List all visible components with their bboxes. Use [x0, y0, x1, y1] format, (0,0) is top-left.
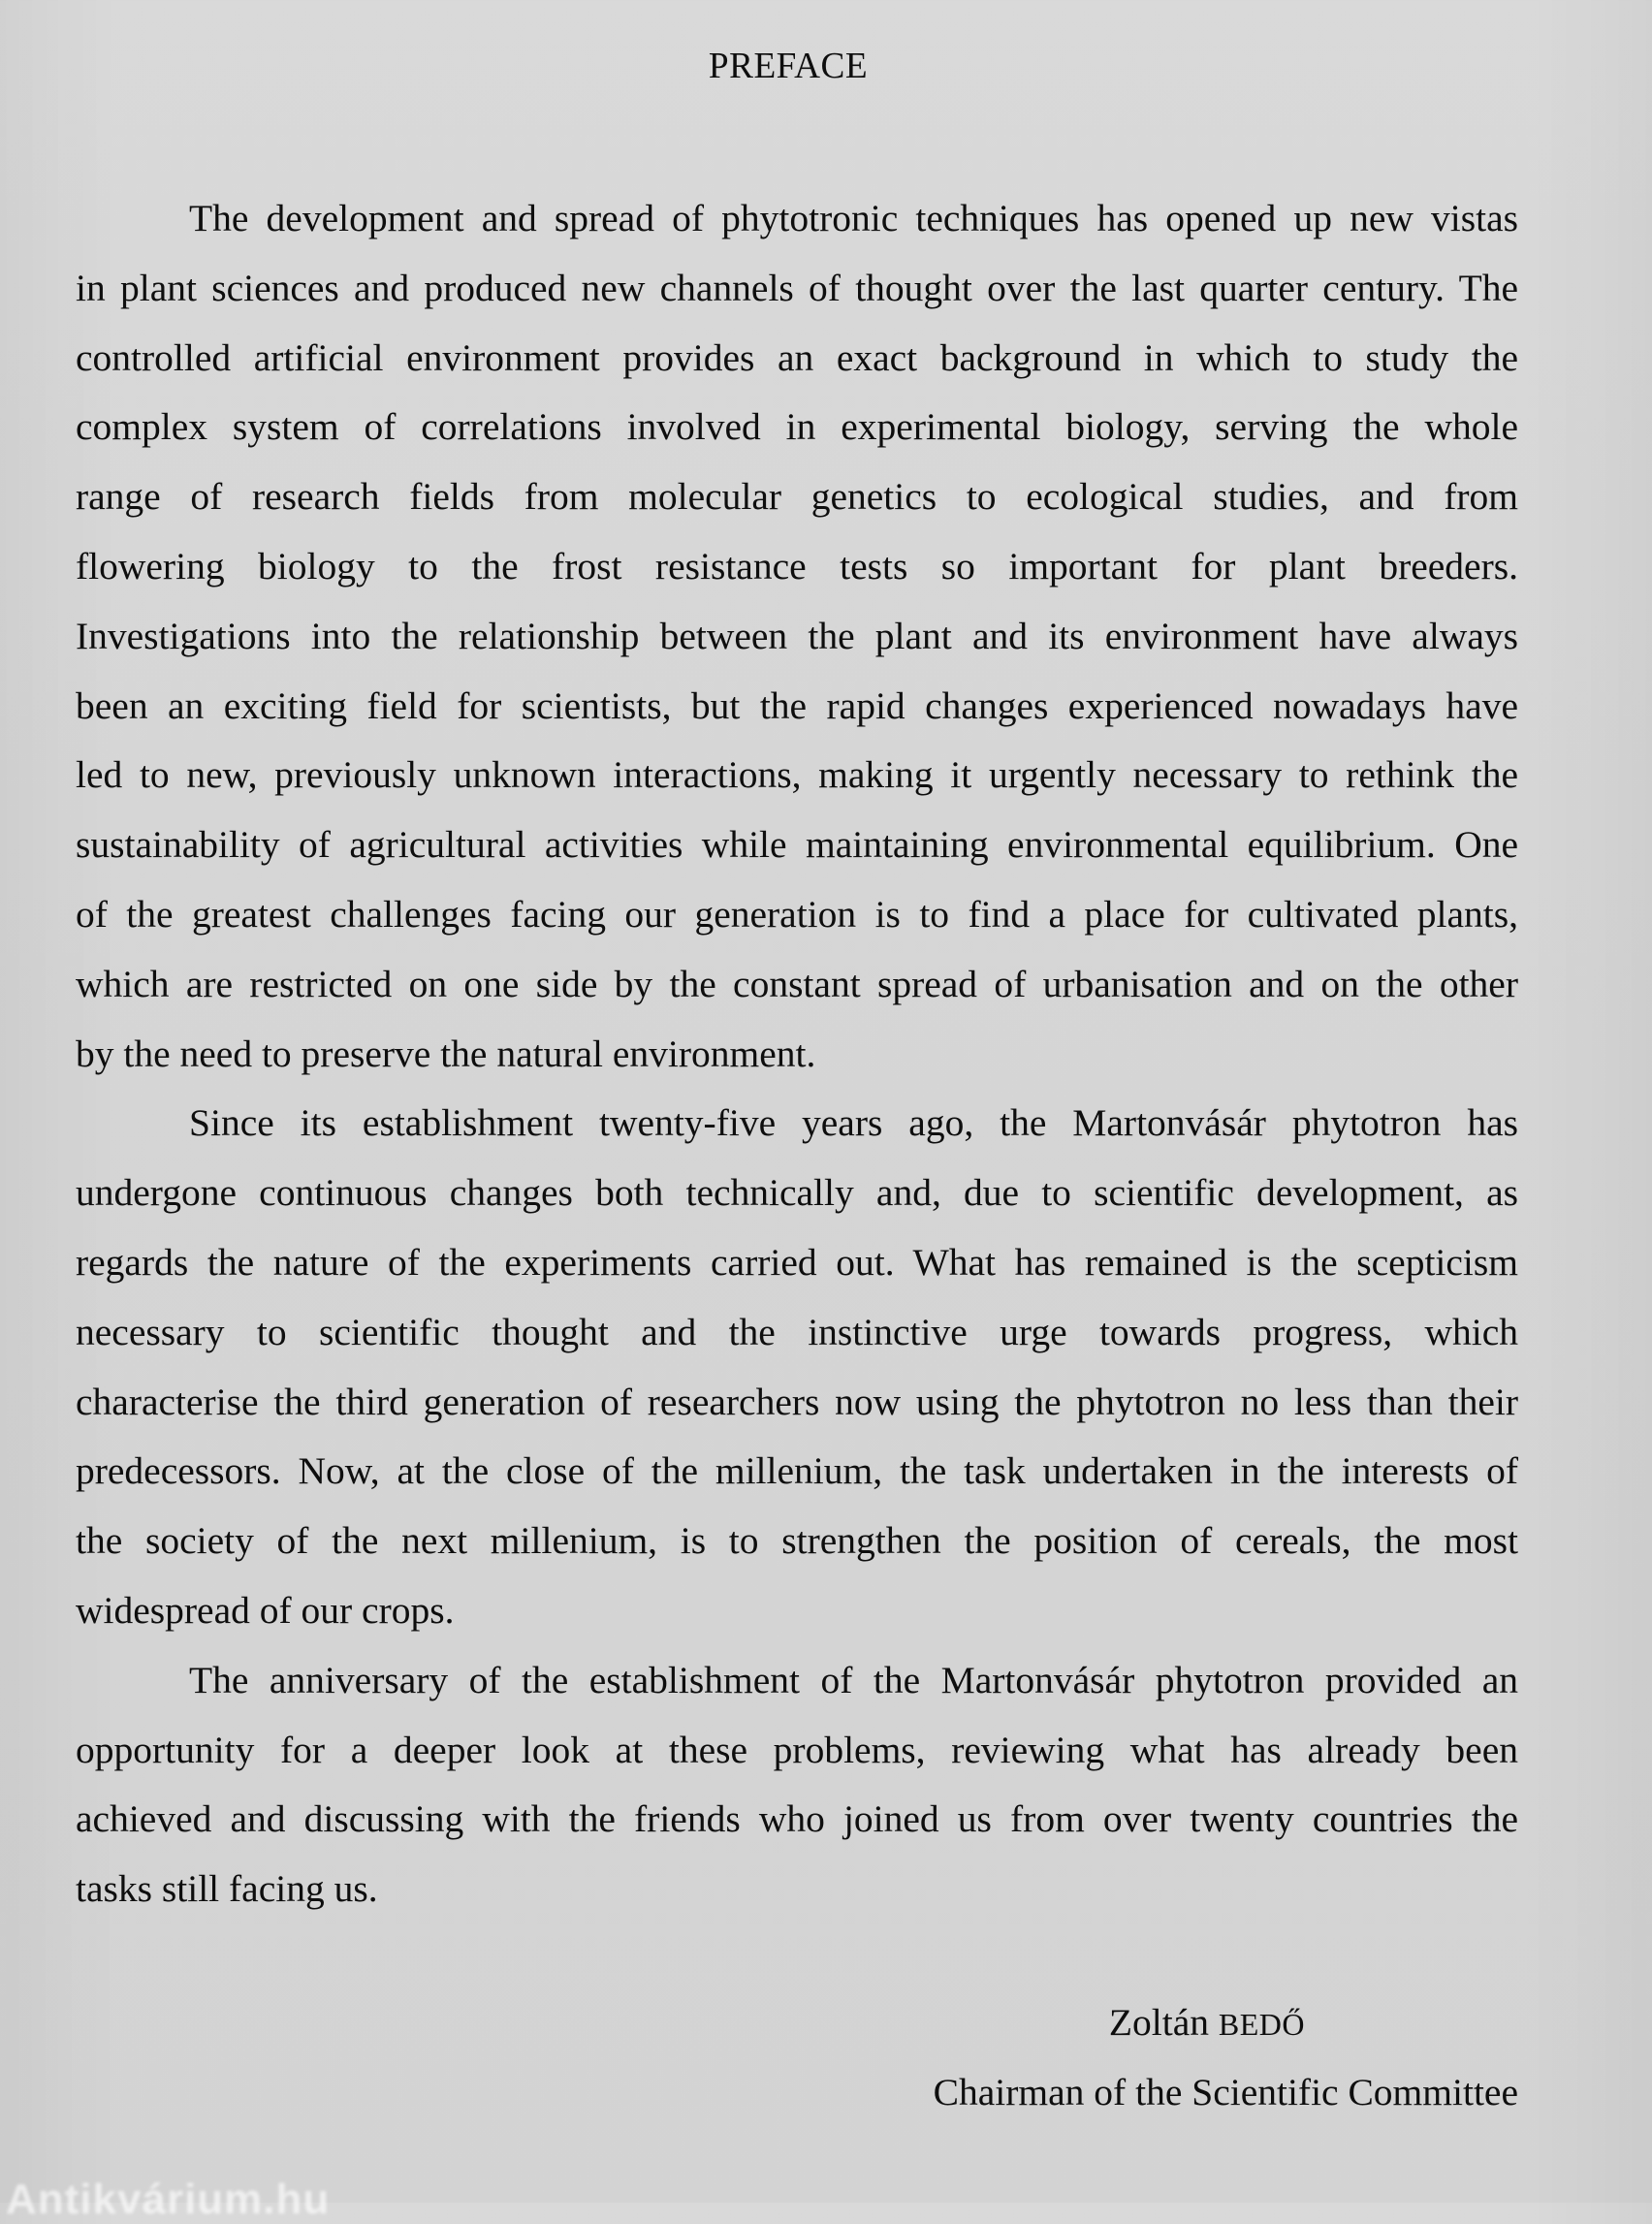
- text-line: predecessors. Now, at the close of the millenium, the task undertaken in the interests of: [76, 1449, 1518, 1493]
- signatory-last-name: BEDŐ: [1218, 2007, 1305, 2042]
- text-line: Investigations into the relationship between the plant and its environment have always: [76, 614, 1518, 657]
- text-line: controlled artificial environment provides an exact background in which to study the: [76, 335, 1518, 379]
- signatory-name: [934, 1987, 1518, 2057]
- preface-body: [76, 184, 1518, 1924]
- signatory-first-name: Zoltán: [1108, 2001, 1210, 2044]
- text-line: flowering biology to the frost resistance tests so important for plant breeders.: [76, 544, 1518, 588]
- text-line: The development and spread of phytotronic techniques has opened up new vistas: [189, 197, 1518, 239]
- text-line: tasks still facing us.: [76, 1867, 378, 1911]
- text-line: which are restricted on one side by the constant spread of urbanisation and on the other: [76, 962, 1518, 1005]
- text-line: of the greatest challenges facing our generation is to find a place for cultivated plants,: [76, 892, 1518, 936]
- text-line: sustainability of agricultural activities while maintaining environmental equilibrium. One: [76, 823, 1518, 867]
- watermark: Antikvárium.hu: [6, 2176, 331, 2223]
- text-line: the society of the next millenium, is to strengthen the position of cereals, the most: [76, 1519, 1518, 1563]
- text-line: achieved and discussing with the friends who joined us from over twenty countries the: [76, 1797, 1518, 1841]
- text-line: necessary to scientific thought and the instinctive urge towards progress, which: [76, 1310, 1518, 1353]
- text-line: widespread of our crops.: [76, 1588, 455, 1632]
- text-line: in plant sciences and produced new channels of thought over the last quarter century. The: [76, 266, 1518, 309]
- text-line: regards the nature of the experiments carried out. What has remained is the scepticism: [76, 1240, 1518, 1284]
- paragraph-3: [76, 1646, 1518, 1924]
- text-line: complex system of correlations involved in experimental biology, serving the whole: [76, 405, 1518, 449]
- text-line: characterise the third generation of researchers now using the phytotron no less than their: [76, 1380, 1518, 1423]
- text-line: been an exciting field for scientists, but the rapid changes experienced nowadays have: [76, 683, 1518, 727]
- signatory-role: Chairman of the Scientific Committee: [933, 2071, 1518, 2113]
- paragraph-2: [76, 1089, 1518, 1645]
- text-line: by the need to preserve the natural environment.: [76, 1032, 816, 1075]
- signature-block: [934, 1987, 1518, 2127]
- text-line: opportunity for a deeper look at these problems, reviewing what has already been: [76, 1728, 1518, 1771]
- text-line: range of research fields from molecular genetics to ecological studies, and from: [76, 475, 1518, 519]
- paragraph-1: [76, 184, 1518, 1089]
- text-line: led to new, previously unknown interactions, making it urgently necessary to rethink the: [76, 753, 1518, 797]
- text-line: undergone continuous changes both technically and, due to scientific development, as: [76, 1171, 1518, 1215]
- text-line: The anniversary of the establishment of the Martonvásár phytotron provided an: [189, 1658, 1518, 1701]
- page-title: PREFACE: [708, 46, 869, 86]
- text-line: Since its establishment twenty-five years ago, the Martonvásár phytotron has: [189, 1101, 1518, 1145]
